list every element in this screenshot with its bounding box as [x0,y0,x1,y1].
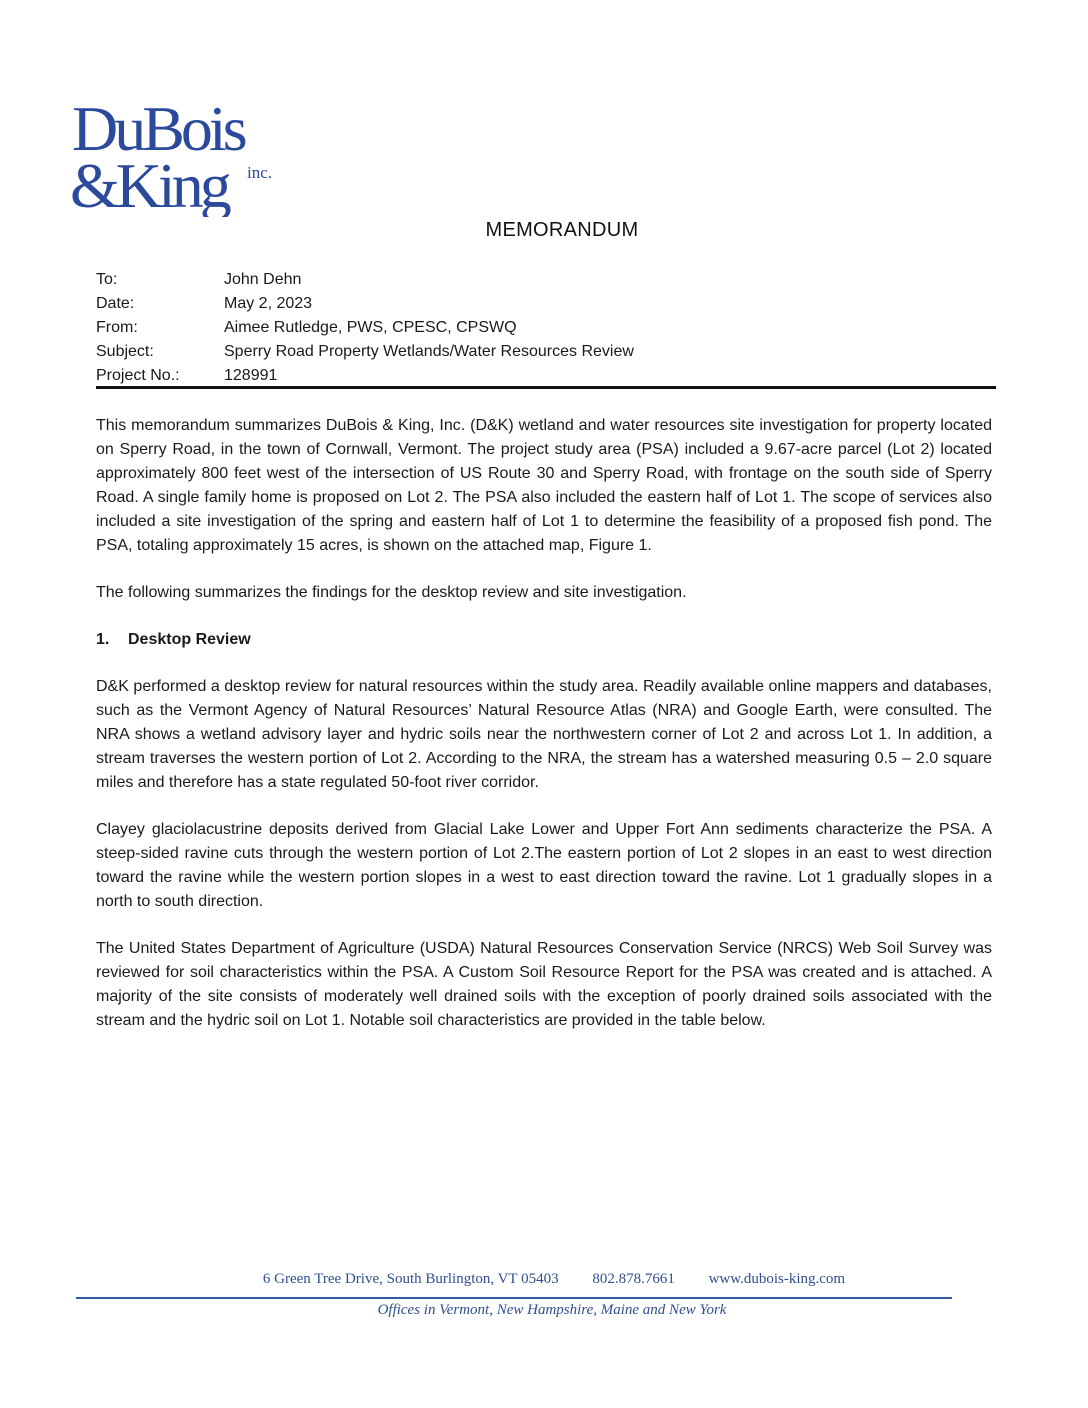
header-value: May 2, 2023 [224,295,313,312]
body-paragraph: Clayey glaciolacustrine deposits derived from Glacial Lake Lower and Upper Fort Ann sediments characterize the PSA. A steep-sided ravine cuts through the western portion of Lot 2.The eastern portion of Lot 2 slopes in an east to west direction toward the ravine while the western portion slopes in a west to east direction toward the ravine. Lot 1 gradually slopes in a north to south direction. [96,821,992,910]
body-paragraph: The United States Department of Agriculture (USDA) Natural Resources Conservation Service (NRCS) Web Soil Survey was reviewed for soil characteristics within the PSA. A Custom Soil Resource Report for the PSA was created and is attached. A majority of the site consists of moderately well drained soils with the exception of poorly drained soils associated with the stream and the hydric soil on Lot 1. Notable soil characteristics are provided in the table below. [96,940,992,1029]
header-label: To: [96,271,118,288]
body-paragraph: D&K performed a desktop review for natural resources within the study area. Readily available online mappers and databases, such as the Vermont Agency of Natural Resources’ Natural Resource Atlas (NRA) and Google Earth, were consulted. The NRA shows a wetland advisory layer and hydric soils near the northwestern corner of Lot 2 and across Lot 1. In addition, a stream traverses the western portion of Lot 2. According to the NRA, the stream has a watershed measuring 0.5 – 2.0 square miles and therefore has a state regulated 50-foot river corridor. [96,678,992,791]
header-label: From: [96,319,138,336]
header-label: Date: [96,295,135,312]
footer-divider [76,1297,952,1299]
company-logo [72,92,287,217]
logo-text-inc: inc. [247,163,273,182]
svg-text:&King [72,150,231,217]
section-number: 1. [96,631,110,648]
svg-text:inc. [247,163,272,182]
header-value: 128991 [224,367,278,384]
memo-header [96,268,996,388]
body-paragraph: This memorandum summarizes DuBois & King, Inc. (D&K) wetland and water resources site investigation for property located on Sperry Road, in the town of Cornwall, Vermont. The project study area (PSA) included a 9.67-acre parcel (Lot 2) located approximately 800 feet west of the intersection of US Route 30 and Sperry Road, with frontage on the south side of Sperry Road. A single family home is proposed on Lot 2. The PSA also included the eastern half of Lot 1. The scope of services also included a site investigation of the spring and eastern half of Lot 1 to determine the feasibility of a proposed fish pond. The PSA, totaling approximately 15 acres, is shown on the attached map, Figure 1. [96,417,992,554]
logo-text-du: DuBois [72,93,244,164]
header-divider [96,386,996,389]
header-row-from [96,316,996,340]
section-title: Desktop Review [128,631,251,648]
header-row-to [96,268,996,292]
footer-contact [0,1271,1088,1288]
footer-phone: 802.878.7661 [592,1271,675,1287]
body-paragraph: The following summarizes the findings for the desktop review and site investigation. [96,584,687,601]
header-row-date [96,292,996,316]
logo-text-king: &King [72,150,228,217]
footer-address: 6 Green Tree Drive, South Burlington, VT 05403 [262,1271,559,1287]
footer-offices: Offices in Vermont, New Hampshire, Maine and New York [377,1302,727,1318]
header-value: Aimee Rutledge, PWS, CPESC, CPSWQ [224,319,517,336]
header-row-project-no [96,364,996,388]
header-value: John Dehn [224,271,302,288]
section-heading [96,628,992,652]
header-label: Project No.: [96,367,180,384]
memo-title: MEMORANDUM [485,219,639,241]
header-label: Subject: [96,343,154,360]
footer-website: www.dubois-king.com [708,1271,846,1287]
header-row-subject [96,340,996,364]
memo-body [96,414,992,1056]
header-value: Sperry Road Property Wetlands/Water Resources Review [224,343,634,360]
